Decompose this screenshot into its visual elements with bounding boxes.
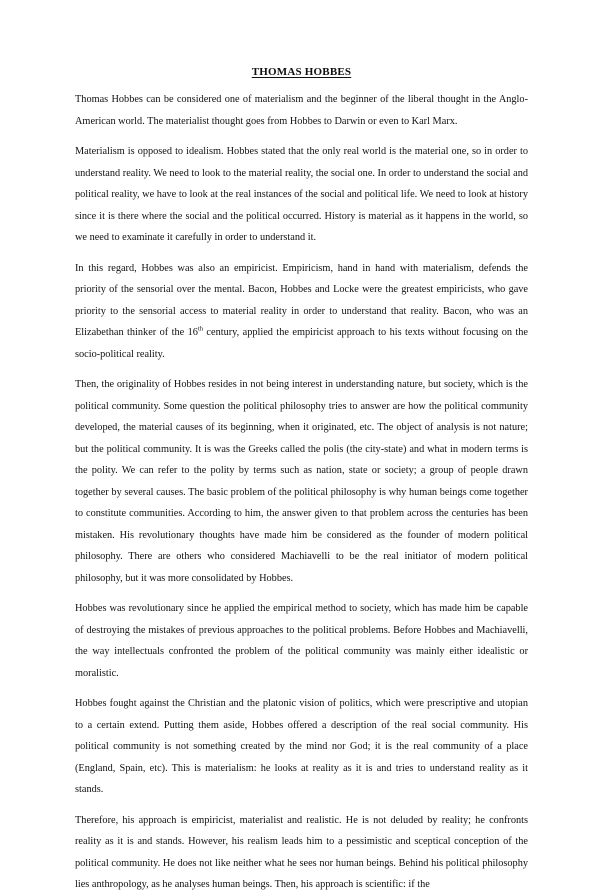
paragraph-empiricism — [75, 258, 528, 366]
paragraph-approach: Therefore, his approach is empiricist, materialist and realistic. He is not deluded by reality; he confronts reality as it is and stands. However, his realism leads him to a pessimistic and sceptical conception of the political community. He does not like neither what he sees nor human beings. Behind his political philosophy lies anthropology, as he analyses human beings. Then, his approach is scientific: if the — [75, 814, 528, 890]
paragraph-empiricism-text-before: In this regard, Hobbes was also an empiricist. Empiricism, hand in hand with materialism, defends the priority of the sensorial over the mental. Bacon, Hobbes and Locke were the greatest empiricists, who gave priority to the sensorial access to material reality in order to understand that reality. Bacon, who was an Elizabethan thinker of the 16 — [75, 262, 528, 338]
paragraph-materialism: Materialism is opposed to idealism. Hobbes stated that the only real world is the material one, so in order to understand reality. We need to look to the material reality, the social one. In order to understand the social and political reality, we have to look at the real instances of the social and political life. We need to look at history since it is there where the social and the political occurred. History is material as it happens in the world, so we need to examinate it carefully in order to understand it. — [75, 146, 528, 243]
paragraph-originality: Then, the originality of Hobbes resides in not being interest in understanding nature, but society, which is the political community. Some question the political philosophy tries to answer are how the political community developed, the material causes of its beginning, when it originated, etc. The object of analysis is not nature; but the political community. It is was the Greeks called the polis (the city-state) and what in modern terms is the polity. We can refer to the polity by terms such as nation, state or society; a group of people drawn together by several causes. The basic problem of the political philosophy is why human beings come together to constitute communities. According to him, the answer given to that problem across the centuries has been mistaken. His revolutionary thoughts have made him be considered as the founder of modern political philosophy. There are others who considered Machiavelli to be the real initiator of modern political philosophy, but it was more consolidated by Hobbes. — [75, 379, 528, 584]
paragraph-christian-platonic: Hobbes fought against the Christian and the platonic vision of politics, which were prescriptive and utopian to a certain extend. Putting them aside, Hobbes offered a description of the real social community. His political community is not something created by the mind nor God; it is the real community of a place (England, Spain, etc). This is materialism: he looks at reality as it is and tries to understand reality as it stands. — [75, 698, 528, 795]
document-title: THOMAS HOBBES — [251, 66, 352, 78]
paragraph-empiricism-text-after: century, applied the empiricist approach to his texts without focusing on the socio-political reality. — [75, 327, 528, 360]
paragraph-revolutionary: Hobbes was revolutionary since he applied the empirical method to society, which has made him be capable of destroying the mistakes of previous approaches to the political problems. Before Hobbes and Machiavelli, the way intellectuals confronted the problem of the political community was mainly either idealistic or moralistic. — [75, 603, 528, 679]
paragraph-intro: Thomas Hobbes can be considered one of materialism and the beginner of the liberal thought in the Anglo-American world. The materialist thought goes from Hobbes to Darwin or even to Karl Marx. — [75, 94, 528, 127]
ordinal-superscript: th — [197, 325, 203, 333]
